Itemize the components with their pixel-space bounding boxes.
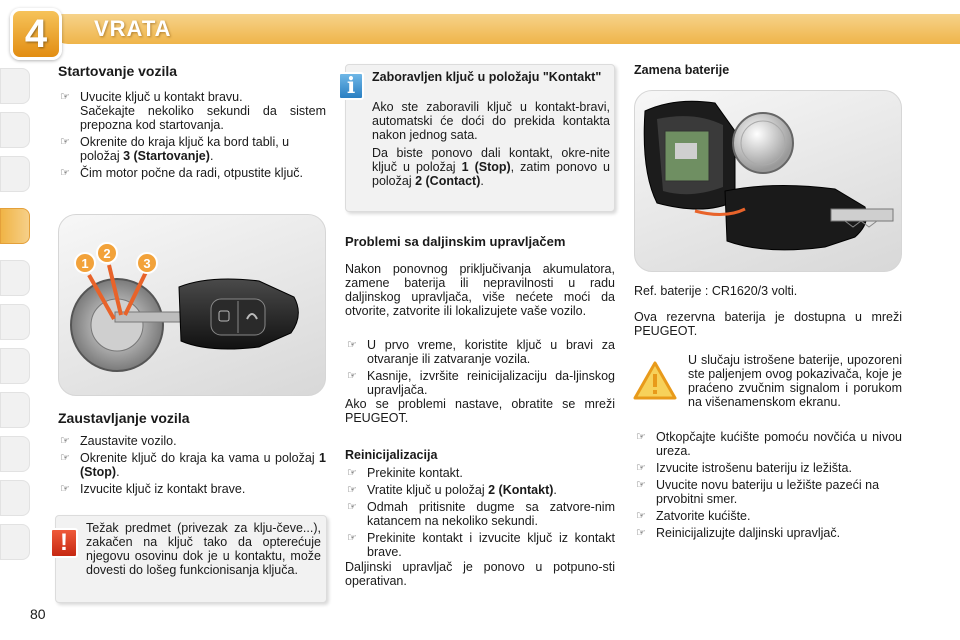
chapter-number-badge: 4 (10, 8, 62, 60)
stopping-list (58, 434, 326, 499)
remote-intro: Nakon ponovnog priključivanja akumulatora, zamene baterija ili nepravilnosti u radu daljinskog upravljača, više nećete moći da otvorite, zatvorite ili lokalizujete vaše vozilo. (345, 262, 615, 318)
battery-reference: Ref. baterije : CR1620/3 volti. (634, 284, 798, 298)
chapter-header-bar (50, 14, 960, 44)
reinit-title: Reinicijalizacija (345, 448, 438, 462)
list-item: ☞ Izvucite ključ iz kontakt brave. (60, 482, 246, 496)
chapter-tab[interactable] (0, 68, 30, 104)
pointing-hand-icon: ☞ (636, 462, 646, 474)
list-item: ☞ U prvo vreme, koristite ključ u bravi za otvaranje ili zatvaranje vozila. (347, 338, 615, 366)
info-box-paragraph-2: Da biste ponovo dali kontakt, okre-nite ključ u položaj 1 (Stop), zatim ponovo u položaj 2 (Contact). (372, 146, 610, 188)
pointing-hand-icon: ☞ (60, 452, 70, 464)
pointing-hand-icon: ☞ (347, 484, 357, 496)
list-item: ☞ Otkopčajte kućište pomoću novčića u nivou ureza. (636, 430, 902, 458)
warning-text: Težak predmet (privezak za klju-čeve...), zakačen na ključ tako da opterećuje njegovu osovinu dok je u kontaktu, može dovesti do lošeg funkcionisanja ključa. (86, 521, 321, 577)
pointing-hand-icon: ☞ (347, 467, 357, 479)
pointing-hand-icon: ☞ (347, 339, 357, 351)
info-box-title: Zaboravljen ključ u položaju "Kontakt" (372, 70, 602, 84)
pointing-hand-icon: ☞ (636, 479, 646, 491)
list-item: ☞ Uvucite novu bateriju u ležište pazeći na prvobitni smer. (636, 478, 880, 506)
list-item: ☞ Vratite ključ u položaj 2 (Kontakt). (347, 483, 557, 497)
chapter-tab-strip (0, 60, 34, 620)
key-position-label-1: 1 (81, 256, 89, 271)
chapter-tab[interactable] (0, 524, 30, 560)
list-item: ☞ Reinicijalizujte daljinski upravljač. (636, 526, 841, 540)
chapter-tab[interactable] (0, 260, 30, 296)
pointing-hand-icon: ☞ (636, 510, 646, 522)
chapter-tab[interactable] (0, 304, 30, 340)
pointing-hand-icon: ☞ (60, 167, 70, 179)
pointing-hand-icon: ☞ (60, 91, 70, 103)
page-number: 80 (30, 606, 46, 622)
exclamation-icon: ! (50, 528, 78, 558)
list-item: ☞ Okrenite do kraja ključ ka bord tabli, u položaj 3 (Startovanje). (60, 135, 290, 163)
warning-triangle-icon (632, 360, 678, 402)
battery-drawing (635, 91, 902, 272)
chapter-tab[interactable] (0, 392, 30, 428)
list-item: ☞ Prekinite kontakt i izvucite ključ iz kontakt brave. (347, 531, 615, 559)
pointing-hand-icon: ☞ (60, 483, 70, 495)
pointing-hand-icon: ☞ (347, 532, 357, 544)
list-item: ☞ Zaustavite vozilo. (60, 434, 177, 448)
chapter-tab-active[interactable] (0, 208, 30, 244)
battery-availability: Ova rezervna baterija je dostupna u mreži PEUGEOT. (634, 310, 902, 338)
reinit-outro: Daljinski upravljač je ponovo u potpuno-sti operativan. (345, 560, 615, 588)
battery-replacement-illustration (634, 90, 902, 272)
battery-title: Zamena baterije (634, 63, 730, 77)
remote-outro: Ako se problemi nastave, obratite se mreži PEUGEOT. (345, 397, 615, 425)
battery-steps-list (634, 430, 902, 543)
chapter-title: VRATA (94, 16, 172, 41)
pointing-hand-icon: ☞ (347, 370, 357, 382)
list-item: ☞ Prekinite kontakt. (347, 466, 463, 480)
starting-list (58, 90, 326, 183)
list-item: ☞ Kasnije, izvršite reinicijalizaciju da-ljinskog upravljača. (347, 369, 615, 397)
remote-list (345, 338, 615, 400)
info-box-paragraph-1: Ako ste zaboravili ključ u kontakt-bravi, automatski će doći do prekida kontakta nakon jednog sata. (372, 100, 610, 142)
chapter-tab[interactable] (0, 436, 30, 472)
chapter-tab[interactable] (0, 480, 30, 516)
pointing-hand-icon: ☞ (60, 435, 70, 447)
reinit-list (345, 466, 615, 562)
pointing-hand-icon: ☞ (636, 431, 646, 443)
list-item: ☞ Odmah pritisnite dugme sa zatvore-nim katancem na nekoliko sekundi. (347, 500, 615, 528)
ignition-key-illustration (58, 214, 326, 396)
chapter-tab[interactable] (0, 156, 30, 192)
starting-title: Startovanje vozila (58, 63, 178, 79)
list-item: ☞ Izvucite istrošenu bateriju iz ležišta. (636, 461, 852, 475)
remote-problems-title: Problemi sa daljinskim upravljačem (345, 234, 566, 249)
stopping-title: Zaustavljanje vozila (58, 410, 190, 426)
list-item: ☞ Uvucite ključ u kontakt bravu. Sačekajte nekoliko sekundi da sistem prepozna kod startovanja. (60, 90, 326, 132)
pointing-hand-icon: ☞ (60, 136, 70, 148)
key-position-label-3: 3 (143, 256, 151, 271)
ignition-key-drawing (59, 215, 326, 396)
list-item: ☞ Okrenite ključ do kraja ka vama u položaj 1 (Stop). (60, 451, 326, 479)
battery-caution-text: U slučaju istrošene baterije, upozoreni ste paljenjem ovog pokazivača, koje je praćeno zvučnim signalom i porukom na višenamenskom ekranu. (688, 353, 902, 409)
chapter-tab[interactable] (0, 348, 30, 384)
pointing-hand-icon: ☞ (636, 527, 646, 539)
info-icon: i (338, 72, 364, 100)
list-item: ☞ Čim motor počne da radi, otpustite ključ. (60, 166, 304, 180)
chapter-tab[interactable] (0, 112, 30, 148)
pointing-hand-icon: ☞ (347, 501, 357, 513)
list-item: ☞ Zatvorite kućište. (636, 509, 751, 523)
key-position-label-2: 2 (103, 246, 111, 261)
